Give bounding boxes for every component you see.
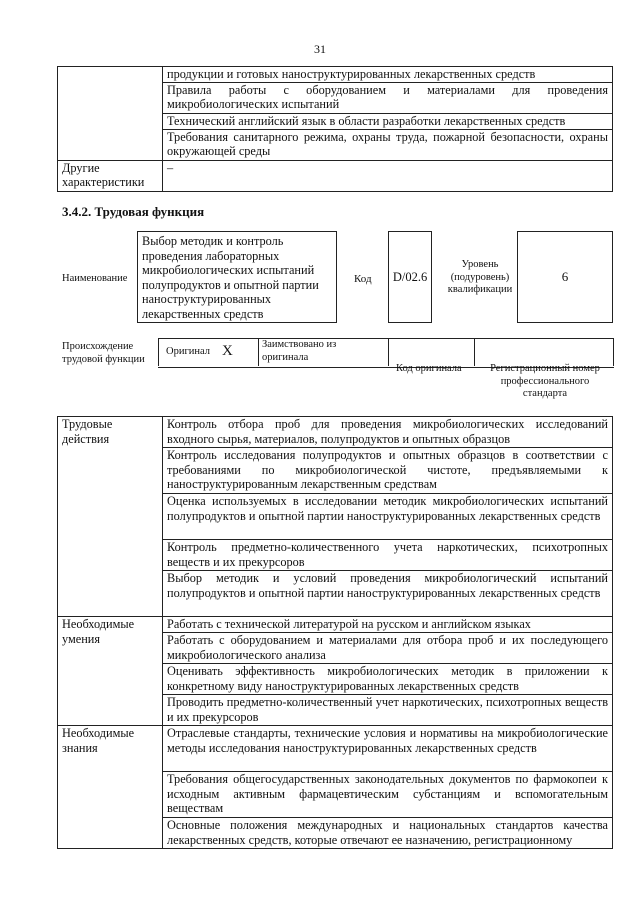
original-label: Оригинал bbox=[166, 346, 210, 357]
knowledge-item: Правила работы с оборудованием и материалами для проведения микробиологических испытаний bbox=[163, 82, 613, 113]
knowledge-label: Необходимые знания bbox=[58, 726, 163, 849]
code-original-label: Код оригинала bbox=[396, 363, 462, 374]
knowledge-item: продукции и готовых наноструктурированных лекарственных средств bbox=[163, 67, 613, 83]
divider bbox=[158, 338, 159, 366]
knowledge-item: Основные положения международных и национальных стандартов качества лекарственных средств, которые отвечают ее назначению, регистрационному bbox=[163, 818, 613, 849]
page-number: 31 bbox=[314, 42, 326, 56]
other-characteristics-value: – bbox=[163, 160, 613, 191]
knowledge-continuation-table bbox=[57, 66, 613, 192]
borrowed-label: Заимствовано из оригинала bbox=[262, 339, 337, 363]
divider bbox=[388, 338, 389, 366]
divider bbox=[474, 338, 475, 366]
labor-action-item: Выбор методик и условий проведения микробиологический испытаний полупродуктов и опытной партии наноструктурированных лекарственных средств bbox=[163, 571, 613, 617]
name-label: Наименование bbox=[62, 273, 128, 284]
labor-actions-label: Трудовые действия bbox=[58, 417, 163, 617]
skill-item: Работать с оборудованием и материалами для отбора проб и их последующего микробиологического анализа bbox=[163, 633, 613, 664]
qualification-level-label: Уровень (подуровень) квалификации bbox=[447, 259, 513, 295]
labor-action-item: Контроль исследования полупродуктов и опытных образцов в соответствии с требованиями по микробиологической чистоте, предъявляемыми к наноструктурированным лекарственным средствам bbox=[163, 448, 613, 494]
function-name: Выбор методик и контроль проведения лабораторных микробиологических испытаний полупродуктов и опытной партии наноструктурированных лекарственных средств bbox=[137, 231, 337, 323]
knowledge-item: Отраслевые стандарты, технические условия и нормативы на микробиологические методы исследования наноструктурированных лекарственных средств bbox=[163, 726, 613, 772]
registration-number-label: Регистрационный номер профессионального стандарта bbox=[490, 363, 600, 399]
original-mark: X bbox=[222, 343, 233, 359]
knowledge-item: Технический английский язык в области разработки лекарственных средств bbox=[163, 113, 613, 129]
labor-action-item: Контроль отбора проб для проведения микробиологических исследований входного сырья, материалов, полупродуктов и опытных образцов bbox=[163, 417, 613, 448]
divider bbox=[613, 338, 614, 366]
skills-label: Необходимые умения bbox=[58, 617, 163, 726]
knowledge-item: Требования санитарного режима, охраны труда, пожарной безопасности, охраны окружающей среды bbox=[163, 129, 613, 160]
skill-item: Работать с технической литературой на русском и английском языках bbox=[163, 617, 613, 633]
labor-action-item: Оценка используемых в исследовании методик микробиологических испытаний полупродуктов и опытной партии наноструктурированных лекарственных средств bbox=[163, 494, 613, 540]
origin-label: Происхождение трудовой функции bbox=[62, 341, 145, 365]
function-code: D/02.6 bbox=[388, 231, 432, 323]
labor-function-table bbox=[57, 416, 613, 849]
section-title: 3.4.2. Трудовая функция bbox=[62, 204, 205, 219]
empty-label-cell bbox=[58, 67, 163, 161]
skill-item: Проводить предметно-количественный учет наркотических, психотропных веществ и их прекурсоров bbox=[163, 695, 613, 726]
other-characteristics-label: Другие характеристики bbox=[58, 160, 163, 191]
skill-item: Оценивать эффективность микробиологических методик в приложении к конкретному виду наноструктурированных лекарственных средств bbox=[163, 664, 613, 695]
labor-action-item: Контроль предметно-количественного учета наркотических, психотропных веществ и их прекурсоров bbox=[163, 540, 613, 571]
code-label: Код bbox=[354, 273, 372, 285]
knowledge-item: Требования общегосударственных законодательных документов по фармокопеи к исходным активным фармацевтическим субстанциям и вспомогательным веществам bbox=[163, 772, 613, 818]
divider bbox=[258, 338, 259, 366]
qualification-level: 6 bbox=[517, 231, 613, 323]
